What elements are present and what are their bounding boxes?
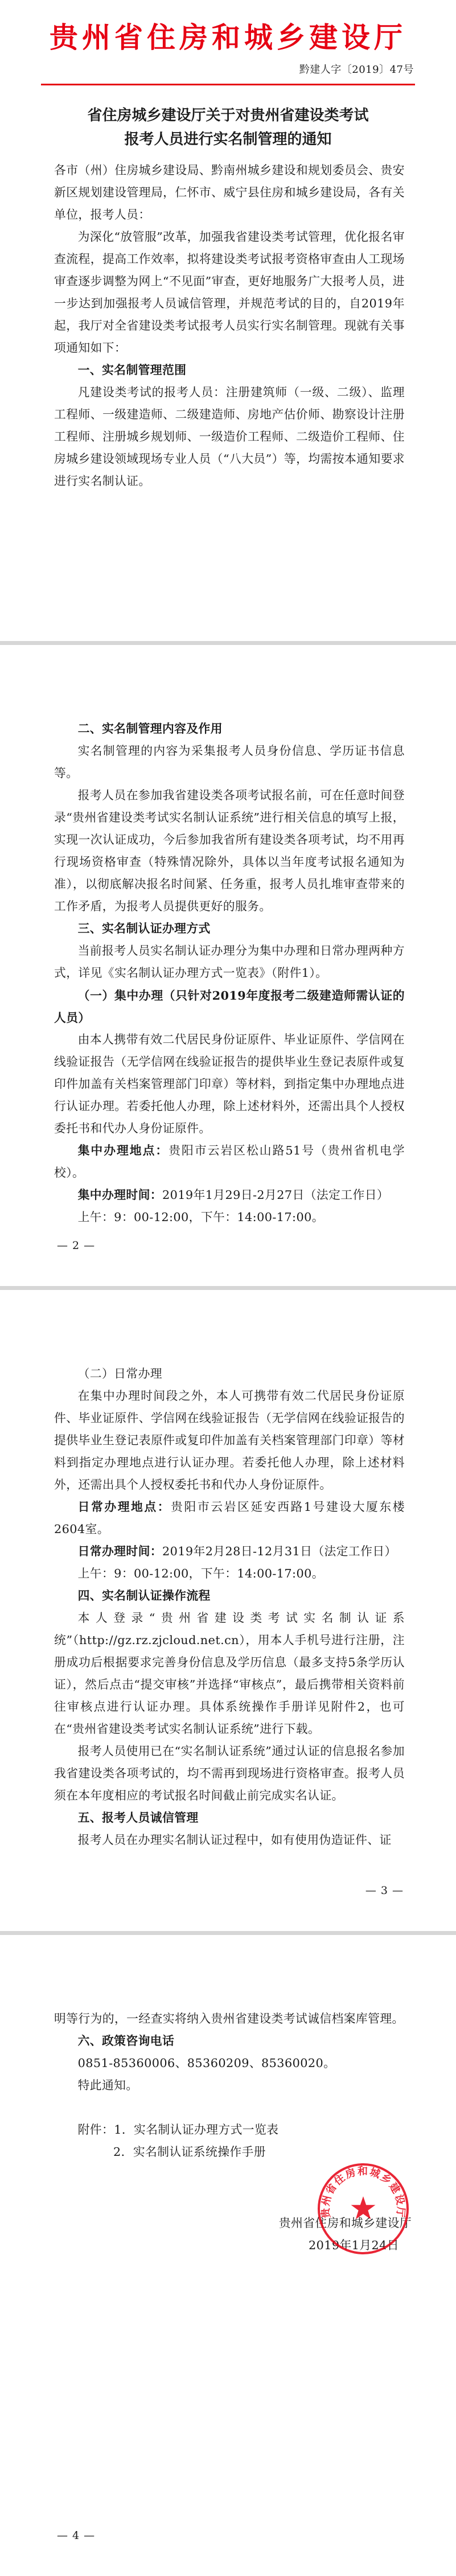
subsection-centralized-body: 由本人携带有效二代居民身份证原件、毕业证原件、学信网在线验证报告（无学信网在线验证报告的提供毕业生登记表原件或复印件加盖有关档案管理部门印章）等材料，到指定集中办理地点进行认证办理。若委托他人办理，除上述材料外，还需出具个人授权委托书和代办人身份证原件。 [54,1033,405,1135]
centralized-time-label: 集中办理时间： [77,1188,162,1202]
attachment-item [54,2119,405,2141]
page-number: — 4 — [57,2529,96,2542]
section-1-heading: 一、实名制管理范围 [77,363,187,377]
section-3-heading: 三、实名制认证办理方式 [77,922,211,935]
addressees: 各市（州）住房城乡建设局、黔南州城乡建设和规划委员会、贵安新区规划建设管理局，仁怀市、威宁县住房和城乡建设局，各有关单位，报考人员： [54,163,405,221]
section-5-heading: 五、报考人员诚信管理 [77,1811,199,1825]
page-4 [0,1935,456,2576]
section-5-body-start: 报考人员在办理实名制认证过程中，如有使用伪造证件、证 [77,1833,392,1847]
blank-line [54,2097,405,2119]
section-4-paragraph: 报考人员使用已在“实名制认证系统”通过认证的信息报名参加我省建设类各项考试的，均不需再到现场进行资格审查。报考人员须在本年度相应的考试报名时间截止前完成实名认证。 [54,1744,405,1802]
subsection-daily-body: 在集中办理时间段之外，本人可携带有效二代居民身份证原件、毕业证原件、学信网在线验证报告（无学信网在线验证报告的提供毕业生登记表原件或复印件加盖有关档案管理部门印章）等材料到指定办理地点进行认证办理。若委托他人办理，除上述材料外，还需出具个人授权委托书和代办人身份证原件。 [54,1389,405,1492]
closing-remark: 特此通知。 [77,2078,138,2092]
attachment-item-1: 1．实名制认证办理方式一览表 [114,2123,279,2137]
attachments-label: 附件： [77,2123,114,2137]
section-2-paragraph: 实名制管理的内容为采集报考人员身份信息、学历证书信息等。 [54,744,405,780]
page-2 [0,645,456,1286]
centralized-location [54,1140,405,1184]
page-separator [0,1931,456,1935]
centralized-hours: 上午：9：00-12:00，下午：14:00-17:00。 [77,1210,324,1224]
page-1 [0,0,456,641]
centralized-time-value: 2019年1月29日-2月27日（法定工作日） [162,1188,389,1202]
section-2-paragraph: 报考人员在参加我省建设类各项考试报名前，可在任意时间登录“贵州省建设类考试实名制认证系统”进行相关信息的填写上报，实现一次认证成功，今后参加我省所有建设类各项考试，均不用再行现场资格审查（特殊情况除外，具体以当年度考试报名通知为准），以彻底解决报名时间紧、任务重，报考人员扎堆审查带来的工作矛盾，为报考人员提供更好的服务。 [54,788,405,913]
document-title-line: 省住房城乡建设厅关于对贵州省建设类考试 [87,107,369,124]
document-title-line: 报考人员进行实名制管理的通知 [124,131,332,148]
section-6-heading: 六、政策咨询电话 [77,2034,175,2048]
document-number: 黔建人字〔2019〕47号 [299,64,414,76]
centralized-time [54,1184,405,1206]
section-4-paragraph: 本人登录“贵州省建设类考试实名制认证系统”（http://gz.rz.zjcloud.net.cn），用本人手机号进行注册，注册成功后根据要求完善身份信息及学历信息（最多支持5条学历认证），然后点击“提交审核”并选择“审核点”，最后携带相关资料前往审核点进行认证办理。具体系统操作手册详见附件2，也可在“贵州省建设类考试实名制认证系统”进行下载。 [54,1611,405,1736]
page-3 [0,1290,456,1931]
issuing-authority-signature: 贵州省住房和城乡建设厅 [278,2216,412,2230]
daily-time-label: 日常办理时间： [77,1544,162,1558]
section-5-body-end: 明等行为的，一经查实将纳入贵州省建设类考试诚信档案库管理。 [54,2012,404,2026]
subsection-daily-heading: （二）日常办理 [77,1367,162,1381]
daily-time-value: 2019年2月28日-12月31日（法定工作日） [162,1544,397,1558]
intro-paragraph: 为深化“放管服”改革，加强我省建设类考试管理，优化报名审查流程，提高工作效率，拟将建设类考试报考资格审查由人工现场审查逐步调整为网上“不见面”审查，更好地服务广大报考人员，进一步达到加强报考人员诚信管理，并规范考试的目的，自2019年起，我厅对全省建设类考试报考人员实行实名制管理。现就有关事项通知如下： [54,230,405,355]
section-2-heading: 二、实名制管理内容及作用 [77,722,223,736]
document-title [34,104,422,151]
official-seal [315,2160,412,2257]
issuing-authority-header: 贵州省住房和城乡建设厅 [50,20,406,54]
section-4-heading: 四、实名制认证操作流程 [77,1589,211,1603]
page-3-body [54,1363,405,1851]
page-2-body [54,718,405,1229]
star-icon [351,2196,376,2219]
consultation-phones: 0851-85360006、85360209、85360020。 [77,2056,336,2070]
section-3-paragraph: 当前报考人员实名制认证办理分为集中办理和日常办理两种方式，详见《实名制认证办理方式一览表》（附件1）。 [54,944,405,980]
issue-date: 2019年1月24日 [308,2238,399,2252]
page-separator [0,1286,456,1290]
page-1-body [54,159,405,492]
attachment-item-2: 2．实名制认证系统操作手册 [113,2145,266,2159]
centralized-location-value: 贵阳市云岩区松山路51号（贵州省机电学校）。 [54,1144,405,1180]
daily-time [54,1540,405,1563]
page-separator [0,641,456,645]
page-number: — 2 — [57,1239,96,1252]
page-4-body [54,2008,405,2163]
section-1-body: 凡建设类考试的报考人员：注册建筑师（一级、二级）、监理工程师、一级建造师、二级建造师、房地产估价师、勘察设计注册工程师、注册城乡规划师、一级造价工程师、二级造价工程师、住房城乡建设领域现场专业人员（“八大员”）等，均需按本通知要求进行实名制认证。 [54,385,405,488]
page-number: — 3 — [365,1884,404,1897]
daily-hours: 上午：9：00-12:00，下午：14:00-17:00。 [77,1567,324,1580]
subsection-centralized-heading: （一）集中办理（只针对2019年度报考二级建造师需认证的人员） [54,988,405,1025]
centralized-location-label: 集中办理地点： [77,1144,169,1157]
seal-text: 贵州省住房和城乡建设厅 [319,2166,407,2219]
red-separator-line [41,84,415,85]
daily-location-label: 日常办理地点： [77,1500,171,1514]
daily-location [54,1496,405,1540]
daily-location-value: 贵阳市云岩区延安西路1号建设大厦东楼2604室。 [54,1500,405,1536]
